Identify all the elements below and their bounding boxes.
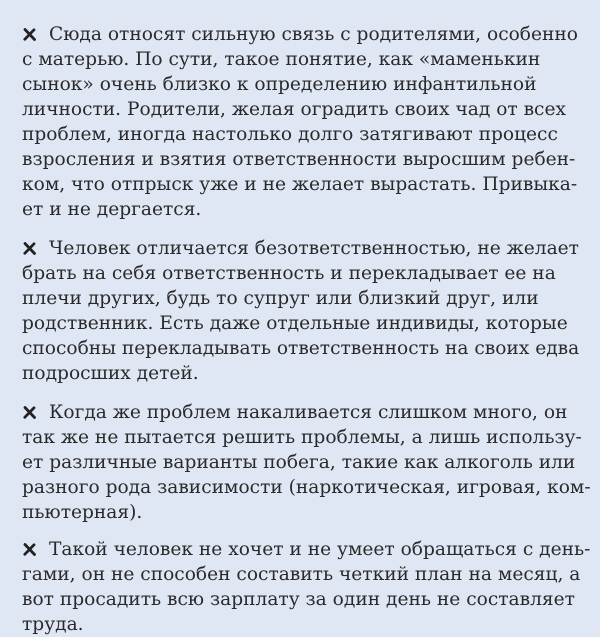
text-line bbox=[22, 22, 582, 47]
text-line: плечи других, будь то супруг или близкий друг, или bbox=[22, 288, 539, 309]
text-line bbox=[22, 400, 582, 425]
text-line: способны перекладывать ответственность на своих едва bbox=[22, 338, 580, 359]
text-line: личности. Родители, желая оградить своих чад от всех bbox=[22, 99, 566, 120]
text-line: ком, что отпрыск уже и не желает вырастать. Привыка- bbox=[22, 174, 578, 195]
bullet-item bbox=[22, 400, 591, 525]
text-line: труда. bbox=[22, 614, 84, 635]
line-text: Такой человек не хочет и не умеет обращаться с день- bbox=[49, 539, 591, 560]
x-mark-icon bbox=[22, 542, 37, 557]
line-text: Человек отличается безответственностью, не желает bbox=[49, 238, 579, 259]
text-line: брать на себя ответственность и перекладывает ее на bbox=[22, 263, 556, 284]
line-text: Когда же проблем накаливается слишком много, он bbox=[49, 402, 568, 423]
text-line: пьютерная). bbox=[22, 502, 143, 523]
text-line: родственник. Есть даже отдельные индивиды, которые bbox=[22, 313, 568, 334]
text-line: вот просадить всю зарплату за один день не составляет bbox=[22, 589, 575, 610]
bullet-paragraph bbox=[22, 537, 591, 637]
text-line: ет различные варианты побега, такие как алкоголь или bbox=[22, 452, 576, 473]
x-mark-icon bbox=[22, 27, 37, 42]
text-line bbox=[22, 537, 591, 562]
text-line: так же не пытается решить проблемы, а лишь использу- bbox=[22, 427, 582, 448]
bullet-item bbox=[22, 22, 582, 222]
text-line: взросления и взятия ответственности выросшим ребен- bbox=[22, 149, 576, 170]
text-line: ет и не дергается. bbox=[22, 199, 202, 220]
text-line: проблем, иногда настолько долго затягивают процесс bbox=[22, 124, 558, 145]
text-line: подросших детей. bbox=[22, 363, 199, 384]
text-line bbox=[22, 236, 582, 261]
line-text: Сюда относят сильную связь с родителями, особенно bbox=[49, 24, 578, 45]
bullet-item bbox=[22, 236, 582, 386]
text-line: разного рода зависимости (наркотическая, игровая, ком- bbox=[22, 477, 591, 498]
bullet-paragraph bbox=[22, 400, 591, 525]
text-line: сынок» очень близко к определению инфантильной bbox=[22, 74, 537, 95]
bullet-paragraph bbox=[22, 22, 582, 222]
x-mark-icon bbox=[22, 241, 37, 256]
bullet-paragraph bbox=[22, 236, 582, 386]
text-line: гами, он не способен составить четкий план на месяц, а bbox=[22, 564, 581, 585]
text-line: с матерью. По сути, такое понятие, как «маменькин bbox=[22, 49, 541, 70]
x-mark-icon bbox=[22, 405, 37, 420]
bullet-item bbox=[22, 537, 591, 637]
